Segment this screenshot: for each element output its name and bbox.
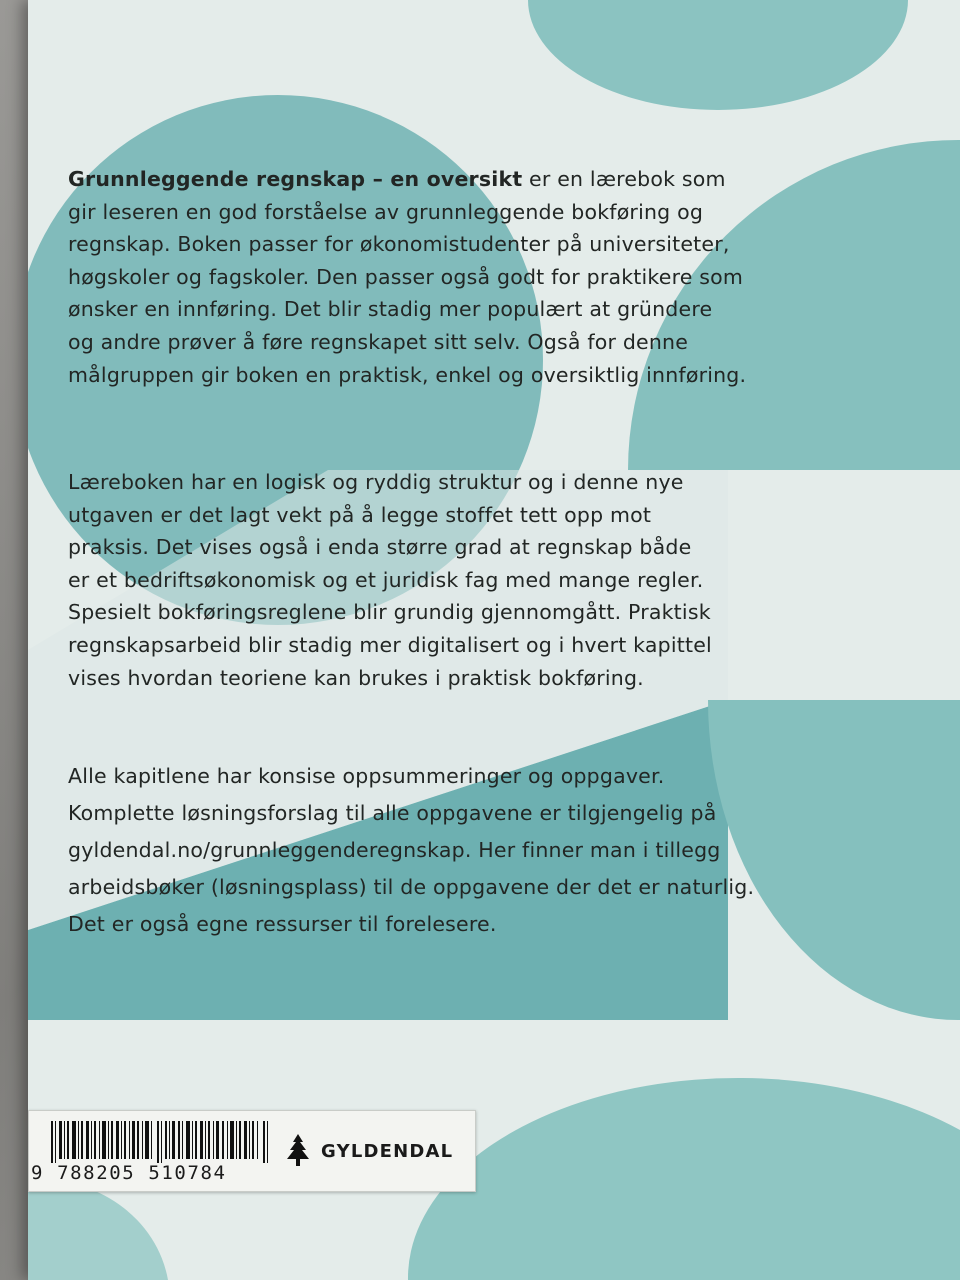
blurb-line: vises hvordan teoriene kan brukes i praktisk bokføring. <box>68 665 644 690</box>
blurb-line: Det er også egne ressurser til forelesere. <box>68 912 497 936</box>
book-title-lead: Grunnleggende regnskap – en oversikt <box>68 167 523 191</box>
blurb-line: målgruppen gir boken en praktisk, enkel og oversiktlig innføring. <box>68 362 747 387</box>
blurb-line: Alle kapitlene har konsise oppsummeringer og oppgaver. <box>68 764 665 788</box>
blurb-line: Spesielt bokføringsreglene blir grundig gjennomgått. Praktisk <box>68 600 711 625</box>
shape-top-arc <box>528 0 908 110</box>
publisher-logo <box>283 1129 453 1173</box>
blurb-paragraph-3 <box>68 758 868 943</box>
blurb-line: arbeidsbøker (løsningsplass) til de oppgavene der det er naturlig. <box>68 875 755 899</box>
blurb-line: Komplette løsningsforslag til alle oppgavene er tilgjengelig på <box>68 801 717 825</box>
blurb-line: gyldendal.no/grunnleggenderegnskap. Her finner man i tillegg <box>68 838 721 862</box>
blurb-line: høgskoler og fagskoler. Den passer også godt for praktikere som <box>68 264 744 289</box>
blurb-line: er et bedriftsøkonomisk og et juridisk fag med mange regler. <box>68 567 704 592</box>
barcode-label <box>28 1110 476 1192</box>
book-back-cover <box>28 0 960 1280</box>
blurb-line: utgaven er det lagt vekt på å legge stoffet tett opp mot <box>68 502 652 527</box>
barcode-icon <box>51 1121 271 1163</box>
shape-bottom-left-arc <box>28 1180 168 1280</box>
spruce-tree-icon <box>283 1133 313 1169</box>
isbn-number: 9 788205 510784 <box>31 1162 227 1184</box>
publisher-name: GYLDENDAL <box>321 1140 454 1162</box>
blurb-line: gir leseren en god forståelse av grunnleggende bokføring og <box>68 199 704 224</box>
blurb-line: Læreboken har en logisk og ryddig struktur og i denne nye <box>68 470 684 494</box>
blurb-line: ønsker en innføring. Det blir stadig mer populært at gründere <box>68 297 713 322</box>
blurb-paragraph-1 <box>68 163 868 391</box>
blurb-line: praksis. Det vises også i enda større grad at regnskap både <box>68 535 692 560</box>
blurb-line: og andre prøver å føre regnskapet sitt selv. Også for denne <box>68 329 689 354</box>
blurb-paragraph-2 <box>68 466 868 694</box>
blurb-line: regnskapsarbeid blir stadig mer digitalisert og i hvert kapittel <box>68 632 712 657</box>
shape-bottom-arc <box>408 1078 960 1280</box>
blurb-line: er en lærebok som <box>522 167 726 191</box>
blurb-line: regnskap. Boken passer for økonomistudenter på universiteter, <box>68 232 730 257</box>
